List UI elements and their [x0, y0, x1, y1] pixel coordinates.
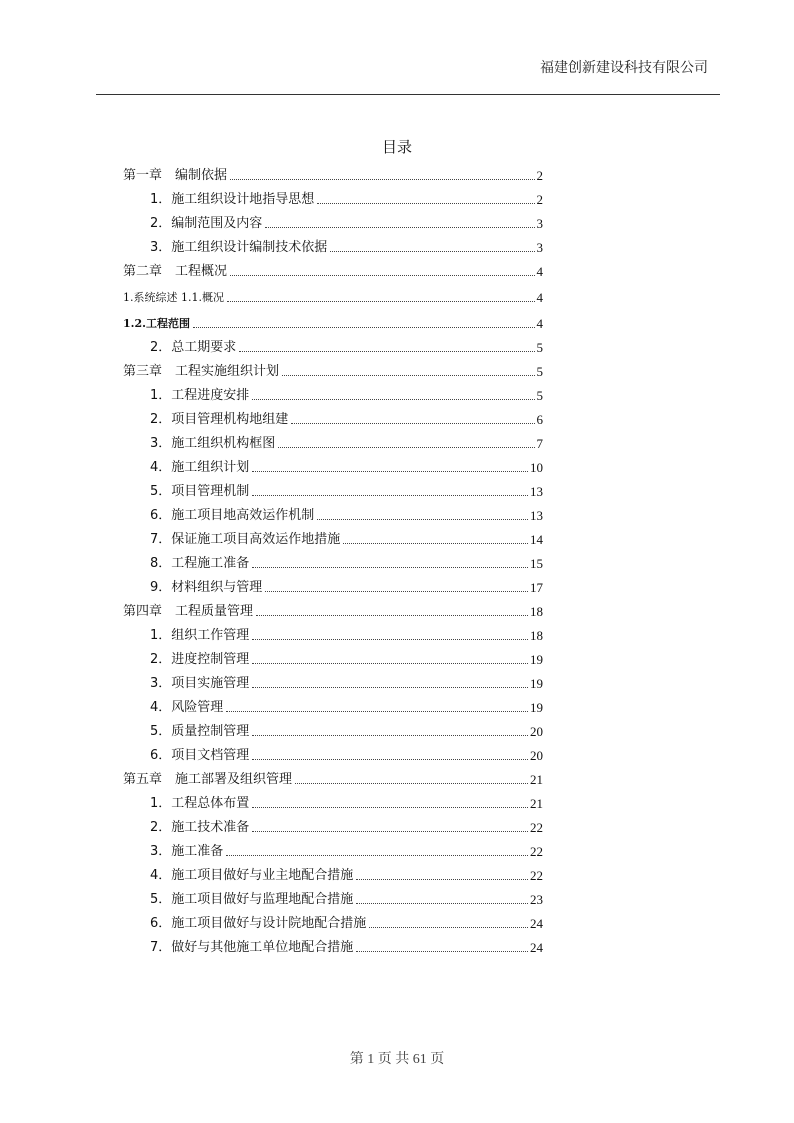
- toc-section-entry[interactable]: [123, 838, 543, 862]
- toc-dot-leader: [356, 951, 528, 952]
- toc-entry-label: 5．项目管理机制: [150, 484, 250, 499]
- toc-dot-leader: [369, 927, 528, 928]
- toc-section-entry[interactable]: [123, 550, 543, 574]
- toc-entry-page-number: 20: [530, 748, 543, 763]
- toc-entry-label: 1.系统综述 1.1.概况: [123, 291, 224, 304]
- toc-dot-leader: [239, 351, 534, 352]
- toc-dot-leader: [330, 251, 534, 252]
- toc-section-entry[interactable]: [123, 790, 543, 814]
- toc-dot-leader: [230, 275, 534, 276]
- toc-section-entry[interactable]: [123, 478, 543, 502]
- toc-entry-page-number: 17: [530, 580, 543, 595]
- toc-chapter-entry[interactable]: [123, 766, 543, 790]
- toc-dot-leader: [256, 615, 528, 616]
- toc-section-entry[interactable]: [123, 382, 543, 406]
- toc-dot-leader: [252, 567, 528, 568]
- toc-chapter-entry[interactable]: [123, 282, 543, 308]
- toc-section-entry[interactable]: [123, 670, 543, 694]
- toc-dot-leader: [252, 399, 534, 400]
- toc-entry-label: 5．质量控制管理: [150, 724, 250, 739]
- toc-entry-label: 第一章 编制依据: [123, 168, 228, 183]
- toc-section-entry[interactable]: [123, 910, 543, 934]
- toc-entry-page-number: 24: [530, 916, 543, 931]
- toc-section-entry[interactable]: [123, 502, 543, 526]
- table-of-contents: [123, 162, 543, 958]
- toc-section-entry[interactable]: [123, 646, 543, 670]
- toc-dot-leader: [278, 447, 534, 448]
- toc-entry-label: 2．项目管理机构地组建: [150, 412, 289, 427]
- toc-entry-page-number: 18: [530, 628, 543, 643]
- toc-dot-leader: [295, 783, 528, 784]
- toc-title: 目录: [381, 138, 412, 156]
- toc-entry-label: 第五章 施工部署及组织管理: [123, 772, 293, 787]
- toc-section-entry[interactable]: [123, 814, 543, 838]
- toc-entry-label: 6．施工项目做好与设计院地配合措施: [150, 916, 367, 931]
- toc-entry-label: 3．施工组织机构框图: [150, 436, 276, 451]
- toc-section-entry[interactable]: [123, 526, 543, 550]
- toc-entry-page-number: 19: [530, 676, 543, 691]
- toc-entry-label: 7．保证施工项目高效运作地措施: [150, 532, 341, 547]
- toc-entry-label: 2．施工技术准备: [150, 820, 250, 835]
- header-divider: [96, 94, 720, 95]
- toc-entry-page-number: 22: [530, 868, 543, 883]
- toc-dot-leader: [291, 423, 534, 424]
- toc-entry-page-number: 19: [530, 700, 543, 715]
- toc-entry-page-number: 6: [536, 412, 543, 427]
- toc-entry-label: 1．工程总体布置: [150, 796, 250, 811]
- toc-section-entry[interactable]: [123, 886, 543, 910]
- header-company-name: 福建创新建设科技有限公司: [540, 60, 708, 76]
- toc-entry-page-number: 20: [530, 724, 543, 739]
- toc-entry-label: 1．工程进度安排: [150, 388, 250, 403]
- toc-dot-leader: [226, 855, 528, 856]
- toc-entry-page-number: 21: [530, 772, 543, 787]
- toc-dot-leader: [265, 227, 534, 228]
- toc-dot-leader: [265, 591, 528, 592]
- toc-dot-leader: [252, 759, 528, 760]
- toc-entry-label: 2．编制范围及内容: [150, 216, 263, 231]
- toc-entry-page-number: 14: [530, 532, 543, 547]
- toc-entry-page-number: 15: [530, 556, 543, 571]
- toc-dot-leader: [356, 879, 528, 880]
- toc-section-entry[interactable]: [123, 406, 543, 430]
- toc-entry-page-number: 4: [536, 316, 543, 331]
- toc-entry-page-number: 5: [536, 340, 543, 355]
- toc-chapter-entry[interactable]: [123, 308, 543, 334]
- toc-entry-page-number: 10: [530, 460, 543, 475]
- toc-entry-page-number: 3: [536, 240, 543, 255]
- toc-section-entry[interactable]: [123, 574, 543, 598]
- toc-chapter-entry[interactable]: [123, 258, 543, 282]
- toc-section-entry[interactable]: [123, 430, 543, 454]
- toc-entry-page-number: 23: [530, 892, 543, 907]
- toc-section-entry[interactable]: [123, 742, 543, 766]
- toc-dot-leader: [252, 687, 528, 688]
- toc-entry-page-number: 4: [536, 264, 543, 279]
- toc-entry-label: 6．施工项目地高效运作机制: [150, 508, 315, 523]
- toc-entry-page-number: 19: [530, 652, 543, 667]
- toc-section-entry[interactable]: [123, 622, 543, 646]
- toc-section-entry[interactable]: [123, 186, 543, 210]
- toc-entry-label: 6．项目文档管理: [150, 748, 250, 763]
- toc-entry-page-number: 22: [530, 820, 543, 835]
- toc-entry-label: 3．施工准备: [150, 844, 224, 859]
- toc-entry-page-number: 18: [530, 604, 543, 619]
- toc-entry-label: 4．施工组织计划: [150, 460, 250, 475]
- toc-chapter-entry[interactable]: [123, 358, 543, 382]
- toc-entry-label: 2．总工期要求: [150, 340, 237, 355]
- toc-entry-page-number: 7: [536, 436, 543, 451]
- toc-entry-page-number: 22: [530, 844, 543, 859]
- toc-entry-page-number: 4: [536, 290, 543, 305]
- toc-dot-leader: [230, 179, 534, 180]
- toc-dot-leader: [252, 735, 528, 736]
- toc-entry-page-number: 5: [536, 388, 543, 403]
- toc-section-entry[interactable]: [123, 334, 543, 358]
- toc-entry-page-number: 3: [536, 216, 543, 231]
- toc-entry-page-number: 2: [536, 168, 543, 183]
- toc-dot-leader: [193, 327, 535, 328]
- toc-dot-leader: [226, 711, 528, 712]
- toc-entry-label: 4．风险管理: [150, 700, 224, 715]
- toc-dot-leader: [252, 639, 528, 640]
- toc-dot-leader: [317, 203, 534, 204]
- toc-section-entry[interactable]: [123, 454, 543, 478]
- toc-chapter-entry[interactable]: [123, 162, 543, 186]
- toc-entry-label: 3．项目实施管理: [150, 676, 250, 691]
- toc-entry-label: 7．做好与其他施工单位地配合措施: [150, 940, 354, 955]
- toc-chapter-entry[interactable]: [123, 598, 543, 622]
- toc-dot-leader: [252, 495, 528, 496]
- toc-entry-label: 5．施工项目做好与监理地配合措施: [150, 892, 354, 907]
- toc-dot-leader: [343, 543, 528, 544]
- toc-dot-leader: [227, 301, 535, 302]
- toc-entry-page-number: 2: [536, 192, 543, 207]
- toc-section-entry[interactable]: [123, 694, 543, 718]
- toc-entry-page-number: 13: [530, 508, 543, 523]
- toc-entry-page-number: 5: [536, 364, 543, 379]
- toc-entry-page-number: 13: [530, 484, 543, 499]
- toc-entry-label: 4．施工项目做好与业主地配合措施: [150, 868, 354, 883]
- toc-dot-leader: [317, 519, 528, 520]
- toc-section-entry[interactable]: [123, 934, 543, 958]
- toc-dot-leader: [252, 663, 528, 664]
- toc-dot-leader: [252, 831, 528, 832]
- toc-section-entry[interactable]: [123, 234, 543, 258]
- toc-entry-page-number: 21: [530, 796, 543, 811]
- toc-entry-label: 9．材料组织与管理: [150, 580, 263, 595]
- toc-entry-page-number: 24: [530, 940, 543, 955]
- toc-section-entry[interactable]: [123, 718, 543, 742]
- toc-entry-label: 第三章 工程实施组织计划: [123, 364, 280, 379]
- toc-entry-label: 3．施工组织设计编制技术依据: [150, 240, 328, 255]
- toc-entry-label: 1.2.工程范围: [123, 317, 190, 330]
- footer-page-number: 第 1 页 共 61 页: [349, 1052, 445, 1067]
- toc-entry-label: 第二章 工程概况: [123, 264, 228, 279]
- toc-entry-label: 1．施工组织设计地指导思想: [150, 192, 315, 207]
- toc-dot-leader: [356, 903, 528, 904]
- toc-section-entry[interactable]: [123, 862, 543, 886]
- toc-entry-label: 2．进度控制管理: [150, 652, 250, 667]
- toc-dot-leader: [252, 471, 528, 472]
- toc-entry-label: 1．组织工作管理: [150, 628, 250, 643]
- toc-entry-label: 第四章 工程质量管理: [123, 604, 254, 619]
- toc-entry-label: 8．工程施工准备: [150, 556, 250, 571]
- toc-section-entry[interactable]: [123, 210, 543, 234]
- toc-dot-leader: [282, 375, 534, 376]
- toc-dot-leader: [252, 807, 528, 808]
